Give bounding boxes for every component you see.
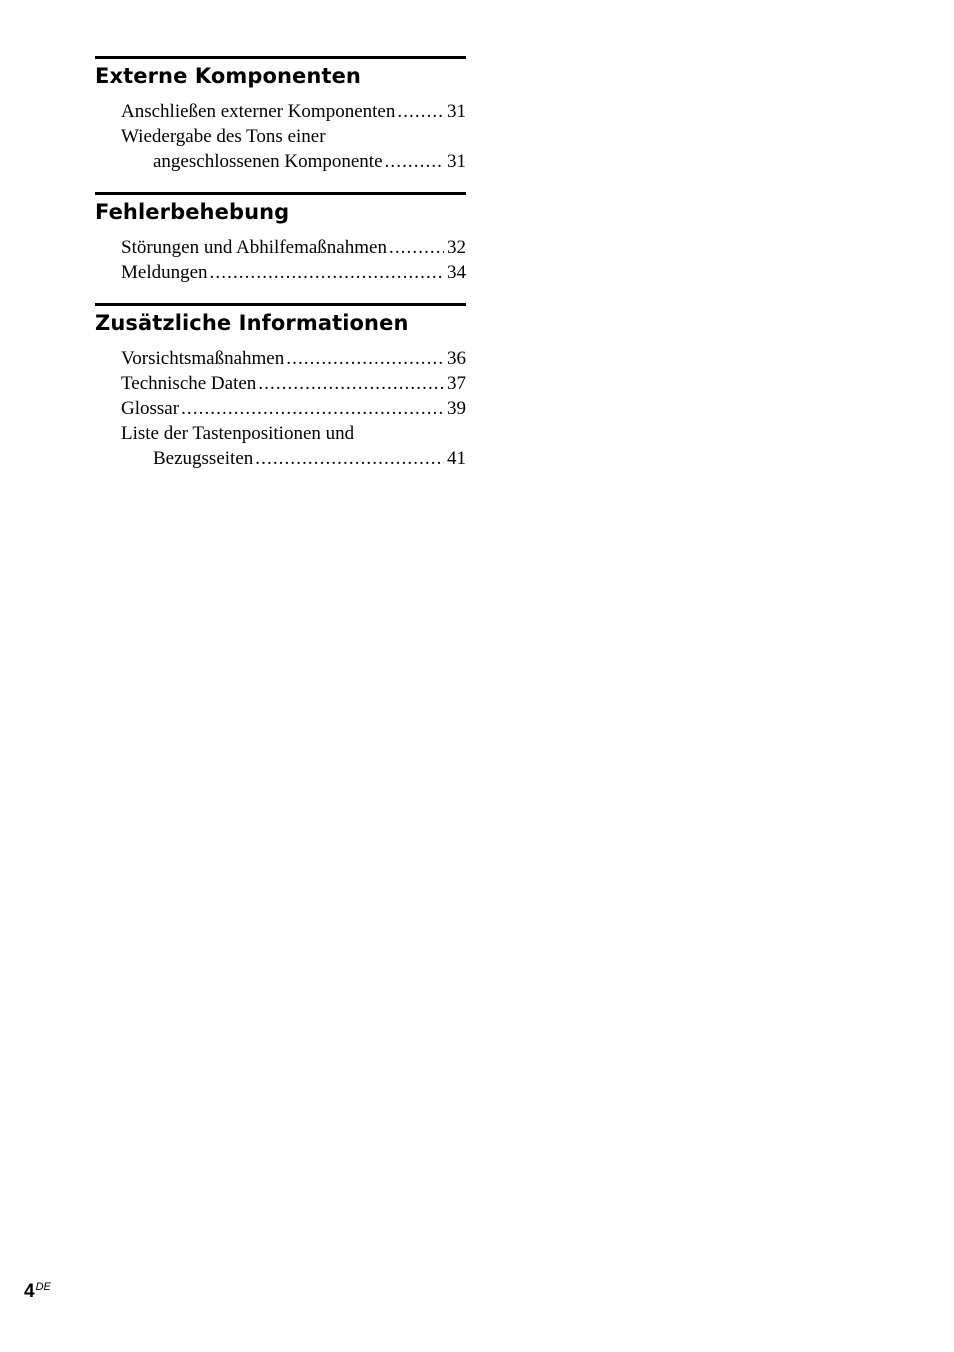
toc-entry-page: 31 [447, 151, 466, 172]
toc-entry-title: Glossar [121, 398, 180, 419]
toc-entry[interactable] [121, 371, 466, 396]
toc-entry[interactable] [121, 260, 466, 285]
toc-entry-page: 41 [447, 448, 466, 469]
toc-entry-title: Vorsichtsmaßnahmen [121, 348, 285, 369]
toc-entry-page: 36 [447, 348, 466, 369]
toc-entry-page: 31 [447, 101, 466, 122]
dot-leader [286, 346, 444, 371]
section-heading: Fehlerbehebung [95, 200, 290, 224]
dot-leader [181, 396, 444, 421]
toc-entry[interactable] [121, 421, 466, 446]
toc-entries [95, 235, 466, 285]
toc-entry-title-continuation: angeschlossenen Komponente [153, 151, 383, 172]
section-heading: Zusätzliche Informationen [95, 311, 409, 335]
toc-entry-title: Meldungen [121, 262, 208, 283]
toc-entry-title: Wiedergabe des Tons einer [121, 126, 326, 147]
dot-leader [385, 149, 444, 174]
dot-leader [389, 235, 444, 260]
dot-leader [397, 99, 444, 124]
toc-entry-page: 37 [447, 373, 466, 394]
section-heading: Externe Komponenten [95, 64, 361, 88]
section-rule [95, 303, 466, 306]
language-code: DE [35, 1281, 51, 1293]
toc-entries [95, 346, 466, 471]
dot-leader [258, 371, 444, 396]
toc-entry[interactable] [121, 235, 466, 260]
dot-leader [210, 260, 444, 285]
toc-entry-page: 34 [447, 262, 466, 283]
toc-section-zusaetzliche-informationen [95, 303, 466, 471]
toc-entry-title: Technische Daten [121, 373, 257, 394]
toc-entry-title: Liste der Tastenpositionen und [121, 423, 355, 444]
toc-entry[interactable] [121, 346, 466, 371]
toc-entry-title: Anschließen externer Komponenten [121, 101, 396, 122]
page-footer [24, 1281, 51, 1303]
toc-entry[interactable] [121, 99, 466, 124]
toc-entry[interactable] [121, 124, 466, 149]
toc-section-externe-komponenten [95, 56, 466, 174]
toc-entry-title: Störungen und Abhilfemaßnahmen [121, 237, 387, 258]
toc-entry-continuation[interactable] [121, 446, 466, 471]
toc-entry-page: 39 [447, 398, 466, 419]
section-rule [95, 192, 466, 195]
section-rule [95, 56, 466, 59]
page-number: 4 [24, 1281, 35, 1302]
toc-entry[interactable] [121, 396, 466, 421]
toc-entry-continuation[interactable] [121, 149, 466, 174]
table-of-contents [95, 56, 466, 489]
toc-entry-title-continuation: Bezugsseiten [153, 448, 254, 469]
toc-entry-page: 32 [447, 237, 466, 258]
toc-entries [95, 99, 466, 174]
toc-section-fehlerbehebung [95, 192, 466, 285]
dot-leader [255, 446, 444, 471]
